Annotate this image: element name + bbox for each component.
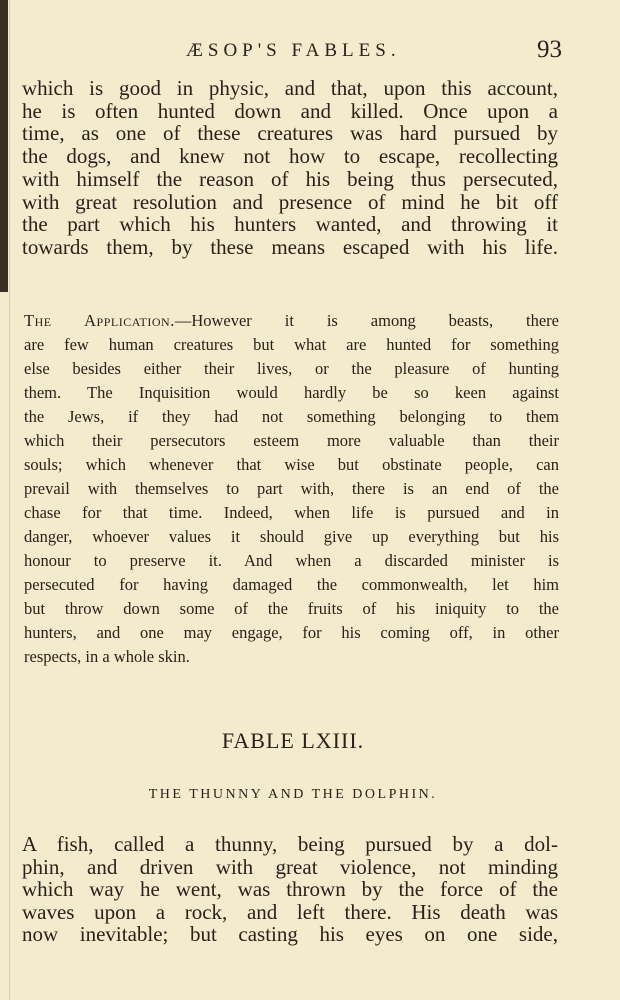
application-first-line xyxy=(24,309,559,333)
text-line: but throw down some of the fruits of his iniquity to the xyxy=(24,599,559,618)
text-line: towards them, by these means escaped with his life. xyxy=(22,234,558,259)
text-line: persecuted for having damaged the commonwealth, let him xyxy=(24,575,559,594)
fable-title: FABLE LXIII. xyxy=(221,728,365,753)
application-paragraph xyxy=(24,309,559,669)
text-line: respects, in a whole skin. xyxy=(24,647,190,666)
text-line: A fish, called a thunny, being pursued by a dol- xyxy=(22,832,558,856)
text-line: he is often hunted down and killed. Once upon a xyxy=(22,98,558,123)
text-line: now inevitable; but casting his eyes on one side, xyxy=(22,922,558,947)
text-line: chase for that time. Indeed, when life is pursued and in xyxy=(24,503,559,522)
text-line: hunters, and one may engage, for his coming off, in other xyxy=(24,623,559,642)
text-line: with himself the reason of his being thus persecuted, xyxy=(22,166,558,191)
fable-paragraph xyxy=(22,833,558,946)
previous-fable-paragraph xyxy=(22,77,558,259)
text-line: which their persecutors esteem more valuable than their xyxy=(24,431,559,450)
text-line: danger, whoever values it should give up everything but his xyxy=(24,527,559,546)
text-line: else besides either their lives, or the pleasure of hunting xyxy=(24,359,559,378)
text-line: them. The Inquisition would hardly be so keen against xyxy=(24,383,559,402)
text-line: honour to preserve it. And when a discarded minister is xyxy=(24,551,559,570)
text-line: souls; which whenever that wise but obstinate people, can xyxy=(24,455,559,474)
text-line: waves upon a rock, and left there. His death was xyxy=(22,899,558,924)
text-line: which way he went, was thrown by the force of the xyxy=(22,877,558,902)
text-line: with great resolution and presence of mind he bit off xyxy=(22,189,558,214)
text-line: prevail with themselves to part with, there is an end of the xyxy=(24,479,559,498)
text-line: time, as one of these creatures was hard pursued by xyxy=(22,121,558,146)
running-head: ÆSOP'S FABLES. xyxy=(186,40,401,61)
text-line: the part which his hunters wanted, and throwing it xyxy=(22,212,558,237)
page-header xyxy=(0,36,620,66)
page-margin-line xyxy=(9,0,10,1000)
application-label: The Application. xyxy=(24,311,175,330)
application-first-line-text: —However it is among beasts, there xyxy=(174,311,559,330)
text-line: which is good in physic, and that, upon this account, xyxy=(22,76,558,100)
page-number: 93 xyxy=(537,36,562,63)
text-line: the dogs, and knew not how to escape, recollecting xyxy=(22,144,558,169)
text-line: are few human creatures but what are hunted for something xyxy=(24,335,559,354)
fable-subtitle: THE THUNNY AND THE DOLPHIN. xyxy=(148,787,438,802)
text-line: phin, and driven with great violence, not minding xyxy=(22,854,558,879)
text-line: the Jews, if they had not something belonging to them xyxy=(24,407,559,426)
